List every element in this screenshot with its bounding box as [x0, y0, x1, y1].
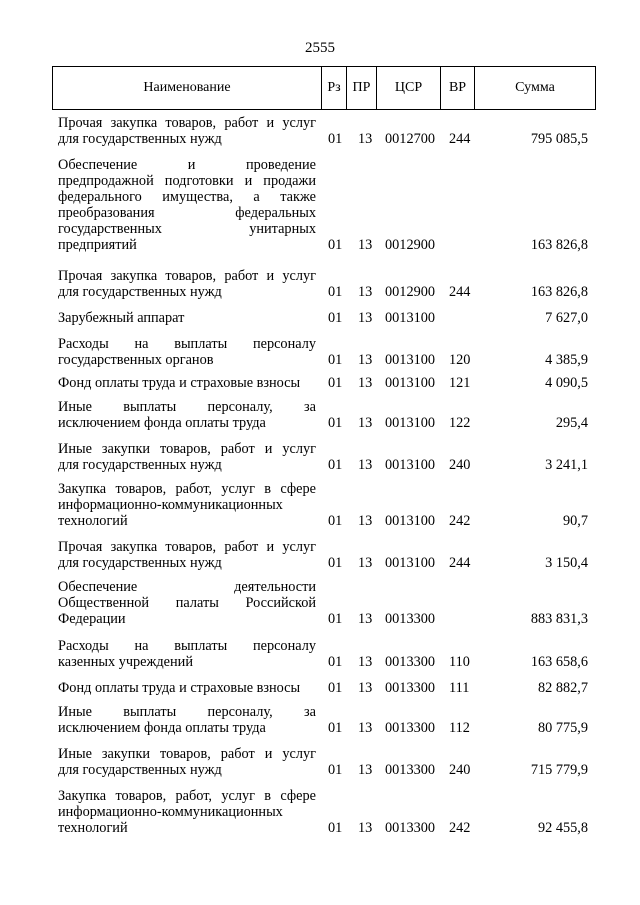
row-name	[58, 441, 316, 473]
cell-rz: 01	[328, 415, 343, 431]
cell-csr: 0013300	[385, 820, 436, 836]
row-name-line: Прочая закупка товаров, работ и услуг	[58, 268, 316, 284]
row-name-line: Закупка товаров, работ, услуг в сфере	[58, 481, 316, 497]
cell-pr: 13	[358, 513, 373, 529]
cell-pr: 13	[358, 310, 373, 326]
row-name-line: Иные выплаты персоналу, за	[58, 704, 316, 720]
cell-vr: 121	[449, 375, 471, 391]
row-name-line: информационно-коммуникационных	[58, 804, 283, 820]
row-name	[58, 579, 316, 627]
cell-rz: 01	[328, 513, 343, 529]
cell-csr: 0013100	[385, 415, 436, 431]
row-name-line: для государственных нужд	[58, 555, 222, 571]
table-row	[58, 399, 598, 431]
row-name-line: казенных учреждений	[58, 654, 193, 670]
cell-rz: 01	[328, 457, 343, 473]
row-name	[58, 638, 316, 670]
cell-sum: 883 831,3	[530, 611, 588, 627]
cell-sum: 3 150,4	[545, 555, 588, 571]
cell-csr: 0013100	[385, 375, 436, 391]
cell-pr: 13	[358, 457, 373, 473]
table-row	[58, 579, 598, 627]
cell-vr: 244	[449, 555, 471, 571]
row-name-line: Общественной палаты Российской	[58, 595, 316, 611]
row-name-line: Фонд оплаты труда и страховые взносы	[58, 680, 301, 696]
cell-csr: 0012700	[385, 131, 436, 147]
row-name	[58, 399, 316, 431]
cell-vr: 112	[449, 720, 470, 736]
cell-csr: 0013300	[385, 611, 436, 627]
cell-rz: 01	[328, 820, 343, 836]
cell-rz: 01	[328, 762, 343, 778]
table-header	[52, 66, 596, 110]
cell-csr: 0013300	[385, 680, 436, 696]
table-row	[58, 115, 598, 147]
row-name-line: Прочая закупка товаров, работ и услуг	[58, 539, 316, 555]
row-name-line: для государственных нужд	[58, 457, 222, 473]
row-name-line: Расходы на выплаты персоналу	[58, 638, 316, 654]
row-name-line: Зарубежный аппарат	[58, 310, 185, 326]
cell-sum: 795 085,5	[530, 131, 588, 147]
cell-rz: 01	[328, 237, 343, 253]
page-number: 2555	[305, 40, 335, 56]
row-name-line: Обеспечение деятельности	[58, 579, 316, 595]
cell-pr: 13	[358, 820, 373, 836]
row-name-line: государственных унитарных	[58, 221, 316, 237]
cell-rz: 01	[328, 611, 343, 627]
row-name	[58, 375, 316, 391]
cell-rz: 01	[328, 555, 343, 571]
table-row	[58, 680, 598, 696]
cell-sum: 4 090,5	[545, 375, 588, 391]
cell-pr: 13	[358, 720, 373, 736]
cell-pr: 13	[358, 654, 373, 670]
cell-pr: 13	[358, 762, 373, 778]
table-row	[58, 375, 598, 391]
cell-rz: 01	[328, 680, 343, 696]
row-name-line: предприятий	[58, 237, 137, 253]
cell-vr: 244	[449, 131, 471, 147]
row-name	[58, 680, 316, 696]
cell-vr: 240	[449, 457, 471, 473]
cell-csr: 0012900	[385, 284, 436, 300]
row-name	[58, 115, 316, 147]
cell-vr: 242	[449, 820, 471, 836]
cell-rz: 01	[328, 310, 343, 326]
row-name-line: Прочая закупка товаров, работ и услуг	[58, 115, 316, 131]
cell-vr: 120	[449, 352, 471, 368]
row-name-line: Фонд оплаты труда и страховые взносы	[58, 375, 301, 391]
row-name-line: для государственных нужд	[58, 131, 222, 147]
row-name-line: исключением фонда оплаты труда	[58, 720, 266, 736]
cell-rz: 01	[328, 284, 343, 300]
cell-pr: 13	[358, 611, 373, 627]
row-name	[58, 268, 316, 300]
table-row	[58, 336, 598, 368]
cell-sum: 3 241,1	[545, 457, 588, 473]
header-pr: ПР	[346, 67, 376, 109]
cell-sum: 7 627,0	[545, 310, 588, 326]
header-vr: ВР	[440, 67, 474, 109]
row-name-line: Иные закупки товаров, работ и услуг	[58, 746, 316, 762]
cell-sum: 163 826,8	[530, 284, 588, 300]
header-name: Наименование	[143, 80, 231, 95]
row-name-line: предпродажной подготовки и продажи	[58, 173, 316, 189]
cell-rz: 01	[328, 352, 343, 368]
row-name	[58, 746, 316, 778]
cell-sum: 295,4	[555, 415, 588, 431]
cell-pr: 13	[358, 284, 373, 300]
header-csr: ЦСР	[376, 67, 440, 109]
row-name	[58, 704, 316, 736]
cell-vr: 110	[449, 654, 470, 670]
cell-pr: 13	[358, 237, 373, 253]
row-name-line: Закупка товаров, работ, услуг в сфере	[58, 788, 316, 804]
row-name-line: технологий	[58, 820, 128, 836]
cell-sum: 90,7	[562, 513, 588, 529]
table-row	[58, 481, 598, 529]
cell-csr: 0013300	[385, 720, 436, 736]
cell-csr: 0012900	[385, 237, 436, 253]
cell-sum: 163 658,6	[530, 654, 588, 670]
row-name-line: Расходы на выплаты персоналу	[58, 336, 316, 352]
cell-pr: 13	[358, 131, 373, 147]
cell-csr: 0013100	[385, 513, 436, 529]
cell-sum: 92 455,8	[537, 820, 588, 836]
cell-csr: 0013100	[385, 310, 436, 326]
row-name-line: для государственных нужд	[58, 762, 222, 778]
cell-rz: 01	[328, 720, 343, 736]
table-row	[58, 268, 598, 300]
cell-pr: 13	[358, 680, 373, 696]
table-row	[58, 539, 598, 571]
row-name-line: Иные выплаты персоналу, за	[58, 399, 316, 415]
cell-rz: 01	[328, 654, 343, 670]
cell-vr: 111	[449, 680, 470, 696]
row-name-line: преобразования федеральных	[58, 205, 316, 221]
table-row	[58, 746, 598, 778]
row-name-line: информационно-коммуникационных	[58, 497, 283, 513]
cell-vr: 244	[449, 284, 471, 300]
row-name	[58, 157, 316, 253]
cell-sum: 4 385,9	[545, 352, 588, 368]
cell-rz: 01	[328, 131, 343, 147]
cell-vr: 242	[449, 513, 471, 529]
table-row	[58, 638, 598, 670]
table-row	[58, 157, 598, 253]
header-rz: Рз	[321, 67, 346, 109]
table-row	[58, 310, 598, 326]
cell-vr: 240	[449, 762, 471, 778]
row-name-line: Обеспечение и проведение	[58, 157, 316, 173]
row-name	[58, 539, 316, 571]
row-name-line: Федерации	[58, 611, 126, 627]
row-name-line: технологий	[58, 513, 128, 529]
row-name	[58, 788, 316, 836]
row-name-line: Иные закупки товаров, работ и услуг	[58, 441, 316, 457]
table-row	[58, 704, 598, 736]
row-name-line: исключением фонда оплаты труда	[58, 415, 266, 431]
cell-csr: 0013300	[385, 654, 436, 670]
cell-sum: 80 775,9	[537, 720, 588, 736]
row-name-line: федерального имущества, а также	[58, 189, 316, 205]
row-name	[58, 336, 316, 368]
cell-pr: 13	[358, 352, 373, 368]
cell-sum: 163 826,8	[530, 237, 588, 253]
cell-pr: 13	[358, 555, 373, 571]
cell-rz: 01	[328, 375, 343, 391]
row-name	[58, 481, 316, 529]
row-name-line: для государственных нужд	[58, 284, 222, 300]
cell-csr: 0013100	[385, 352, 436, 368]
cell-pr: 13	[358, 415, 373, 431]
cell-sum: 82 882,7	[537, 680, 588, 696]
cell-csr: 0013300	[385, 762, 436, 778]
header-sum: Сумма	[474, 67, 595, 109]
row-name-line: государственных органов	[58, 352, 214, 368]
table-row	[58, 441, 598, 473]
cell-sum: 715 779,9	[530, 762, 588, 778]
cell-pr: 13	[358, 375, 373, 391]
table-row	[58, 788, 598, 836]
cell-csr: 0013100	[385, 555, 436, 571]
cell-csr: 0013100	[385, 457, 436, 473]
cell-vr: 122	[449, 415, 471, 431]
row-name	[58, 310, 316, 326]
